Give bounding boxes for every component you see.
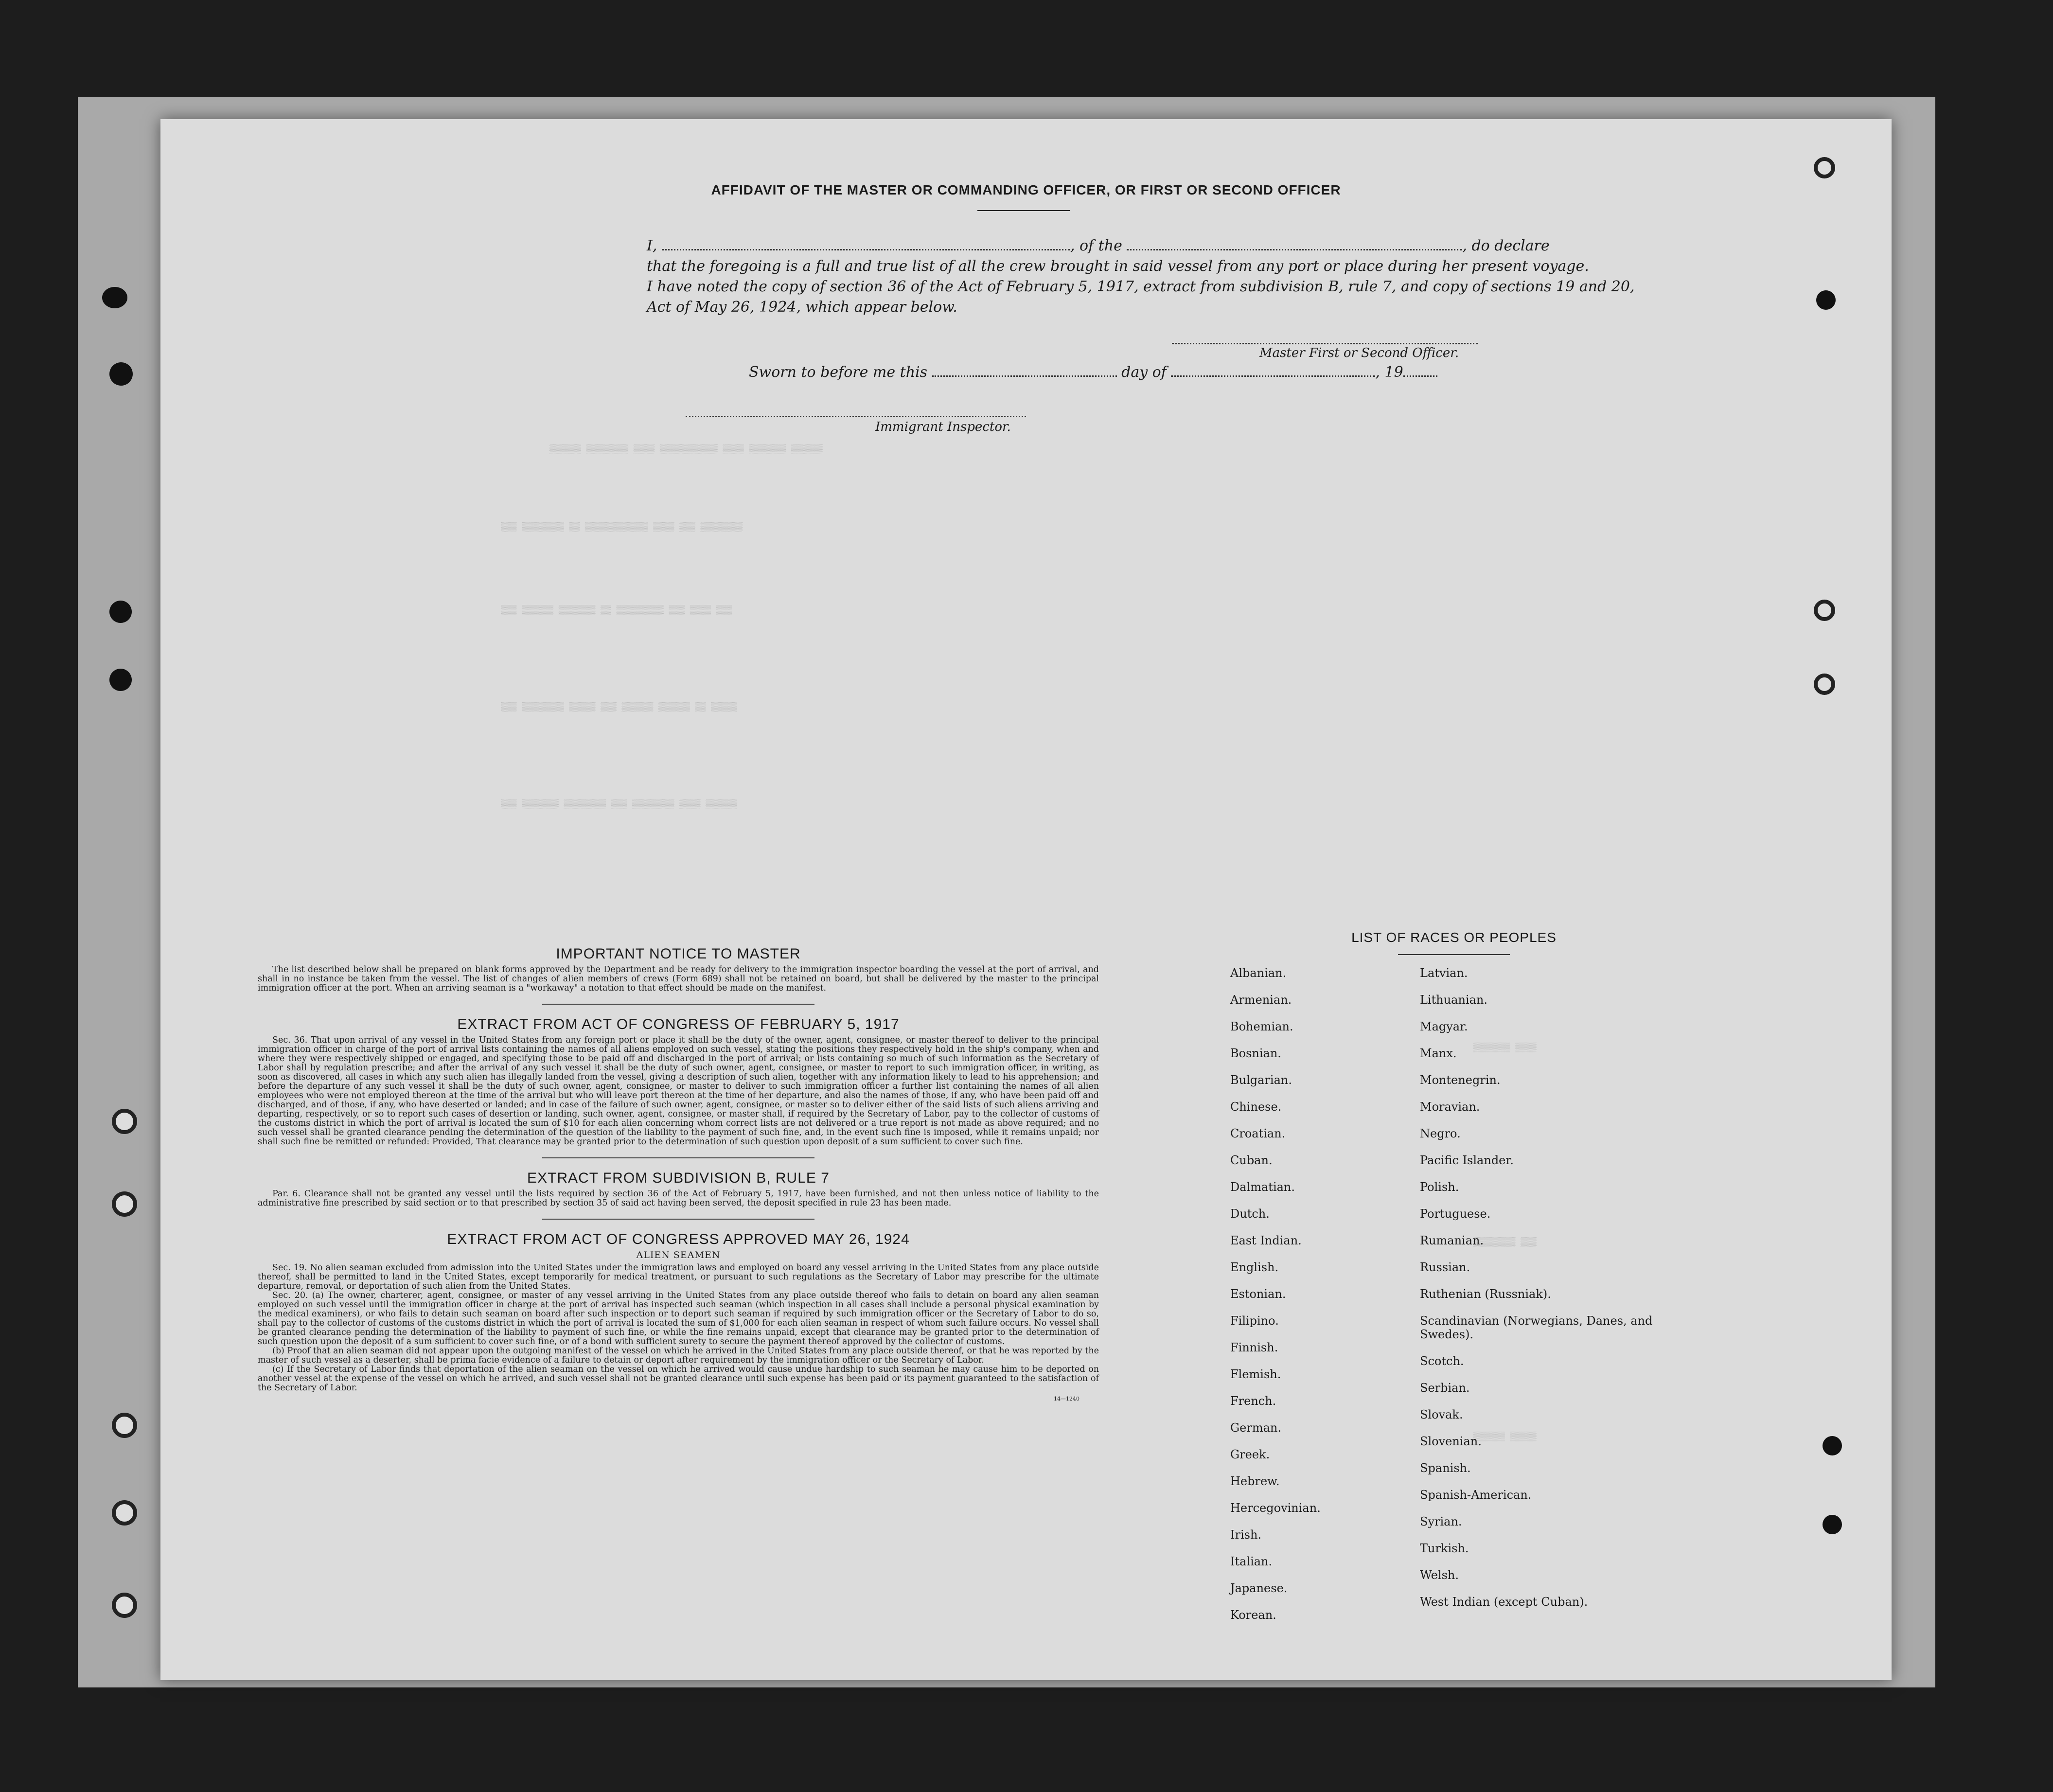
sworn-label: Sworn to before me this <box>749 364 928 381</box>
race-item: Serbian. <box>1420 1381 1470 1395</box>
race-item: Moravian. <box>1420 1100 1480 1114</box>
race-item: Syrian. <box>1420 1515 1462 1528</box>
sworn-month-field[interactable] <box>1171 365 1375 377</box>
binder-hole-left <box>112 1500 137 1526</box>
race-item: Manx. <box>1420 1047 1457 1060</box>
race-item: Filipino. <box>1230 1314 1279 1328</box>
bleed-through: ▒▒▒ ▒▒▒▒▒▒▒▒ ▒▒▒▒▒ ▒▒▒ ▒▒▒▒▒▒ ▒▒▒▒▒▒ ▒▒ ▒▒▒▒▒ <box>501 703 738 712</box>
section-20a-text: Sec. 20. (a) The owner, charterer, agent, consignee, or master of any vessel arriving in the United States from any place outside thereof who fails to detain on board any alien seaman employed on such vessel until the immigration officer in charge at the port of arrival has inspected such seaman (which inspection in all cases shall include a personal physical examination by the medical examiners), or who fails to detain such seaman on board after such inspection or to deport such seaman if required by such immigration officer or the Secretary of Labor to do so, shall pay to the collector of customs of the customs district in which the port of arrival is located the sum of $1,000 for each alien seaman in respect of whom such failure occurs. No vessel shall be granted clearance pending the determination of the liability to payment of such fine, or while the fine remains unpaid, except that clearance may be granted prior to the determination of such question upon the deposit of a sum sufficient to cover such fine, or of a bond with sufficient surety to secure the payment thereof approved by the collector of customs. <box>258 1291 1099 1347</box>
races-column-1 <box>1230 966 1321 1635</box>
extract-1917-text: Sec. 36. That upon arrival of any vessel in the United States from any foreign port or place it shall be the duty of the owner, agent, consignee, or master thereof to deliver to the principal immigration officer in charge of the port of arrival lists containing the names of all aliens employed on such vessel, stating the positions they respectively hold in the ship's company, when and where they were respectively shipped or engaged, and specifying those to be paid off and discharged in the port of arrival; or lists containing so much of such information as the Secretary of Labor shall by regulation prescribe; and after the arrival of any such vessel it shall be the duty of such owner, agent, consignee, or master to report to such immigration officer, in writing, as soon as discovered, all cases in which any such alien has illegally landed from the vessel, giving a description of such alien, together with any information likely to lead to his apprehension; and before the departure of any such vessel it shall be the duty of such owner, agent, consignee, or master to deliver to such immigration officer a further list containing the names of all alien employees who were not employed thereon at the time of the arrival but who will leave port thereon at the time of her departure, and also the names of those, if any, who have been paid off and discharged, and of those, if any, who have deserted or landed; and in case of the failure of such owner, agent, consignee, or master so to deliver either of the said lists of such aliens arriving and departing, respectively, or so to report such cases of desertion or landing, such owner, agent, consignee, or master shall, if required by the Secretary of Labor, pay to the collector of customs of the customs district in which the port of arrival is located the sum of $10 for each alien concerning whom correct lists are not delivered or a true report is not made as above required; and no such vessel shall be granted clearance pending the determination of the question of the liability to the payment of such fine, and, in the event such fine is imposed, while it remains unpaid; nor shall such fine be remitted or refunded: Provided, That clearance may be granted prior to the determination of such question upon deposit of a sum sufficient to cover such fine. <box>258 1035 1099 1147</box>
race-item: Cuban. <box>1230 1153 1273 1167</box>
race-item: Spanish. <box>1420 1461 1471 1475</box>
notice-text: The list described below shall be prepared on blank forms approved by the Department and be ready for delivery to the immigration inspector boarding the vessel at the port of arrival, and shall in no instance be taken from the vessel. The list of changes of alien members of crews (Form 689) shall not be retained on board, but shall be delivered by the master to the principal immigration officer at the port. When an arriving seaman is a "workaway" a notation to that effect should be made on the manifest. <box>258 965 1099 993</box>
binder-hole-right <box>1814 674 1835 695</box>
race-item: Latvian. <box>1420 966 1468 980</box>
affidavit-line-2: that the foregoing is a full and true list of all the crew brought in said vessel from any port or place during her present voyage. <box>647 258 1589 275</box>
race-item: Welsh. <box>1420 1568 1459 1582</box>
races-list <box>1221 930 1687 1622</box>
extract-1917-title: EXTRACT FROM ACT OF CONGRESS OF FEBRUARY 5, 1917 <box>457 1016 900 1032</box>
race-item: Bulgarian. <box>1230 1073 1292 1087</box>
notice-title: IMPORTANT NOTICE TO MASTER <box>556 946 801 962</box>
race-item: Magyar. <box>1420 1020 1468 1033</box>
section-19-text: Sec. 19. No alien seaman excluded from admission into the United States under the immigration laws and employed on board any vessel arriving in the United States from any place outside thereof, shall be permitted to land in the United States, except temporarily for medical treatment, or pursuant to such regulations as the Secretary of Labor may prescribe for the ultimate departure, removal, or deportation of such alien from the United States. <box>258 1263 1099 1291</box>
race-item: Dalmatian. <box>1230 1180 1295 1194</box>
binder-hole-right <box>1823 1515 1842 1534</box>
races-column-2 <box>1420 966 1687 1622</box>
bleed-through: ▒▒▒▒▒▒ ▒▒▒▒▒▒▒▒ ▒▒▒▒ ▒▒▒▒▒▒▒▒▒▒▒ ▒▒▒▒ ▒▒▒▒▒▒▒ ▒▒▒▒▒▒ <box>549 445 823 455</box>
race-item: Pacific Islander. <box>1420 1153 1514 1167</box>
race-item: Hebrew. <box>1230 1474 1280 1488</box>
binder-hole-left <box>109 601 132 623</box>
binder-hole-left <box>112 1109 137 1134</box>
race-item: Rumanian. <box>1420 1234 1484 1247</box>
rule-7-text: Par. 6. Clearance shall not be granted any vessel until the lists required by section 36 of the Act of February 5, 1917, have been furnished, and not then unless notice of liability to the administrative fine prescribed by said section or to that prescribed by section 35 of said act having been served, the deposit specified in rule 23 has been made. <box>258 1189 1099 1208</box>
race-item: East Indian. <box>1230 1234 1302 1247</box>
sworn-day-field[interactable] <box>932 365 1117 377</box>
binder-hole-right <box>1814 157 1835 178</box>
race-item: Turkish. <box>1420 1542 1469 1555</box>
race-item: Albanian. <box>1230 966 1287 980</box>
binder-hole-left <box>102 287 127 308</box>
race-item: Bohemian. <box>1230 1020 1293 1033</box>
divider <box>542 1004 814 1005</box>
affidavit-text <box>647 236 1668 318</box>
race-item: Negro. <box>1420 1127 1461 1140</box>
race-item: Finnish. <box>1230 1341 1278 1354</box>
master-signature-line[interactable] <box>1172 343 1478 344</box>
race-item: West Indian (except Cuban). <box>1420 1595 1588 1609</box>
year-label: , 19 <box>1375 364 1403 381</box>
affidavit-i: I, <box>647 237 657 254</box>
binder-hole-left <box>112 1413 137 1438</box>
binder-hole-left <box>109 669 132 691</box>
race-item: Scotch. <box>1420 1354 1464 1368</box>
bleed-through: ▒▒▒▒▒▒ ▒▒▒▒▒ <box>1473 1432 1537 1442</box>
alien-seamen-subhead: ALIEN SEAMEN <box>636 1250 721 1260</box>
title-rule <box>977 210 1070 211</box>
binder-hole-left <box>112 1191 137 1217</box>
inspector-signature-label: Immigrant Inspector. <box>875 420 1011 434</box>
race-item: Irish. <box>1230 1528 1262 1542</box>
affidavit-do-declare: , do declare <box>1462 237 1550 254</box>
divider <box>542 1157 814 1158</box>
race-item: Scandinavian (Norwegians, Danes, and Swedes). <box>1420 1314 1653 1341</box>
day-of-label: day of <box>1121 364 1167 381</box>
race-item: Russian. <box>1420 1260 1470 1274</box>
race-item: Hercegovinian. <box>1230 1501 1321 1515</box>
affidavit-line-4: Act of May 26, 1924, which appear below. <box>647 299 957 316</box>
race-item: Estonian. <box>1230 1287 1286 1301</box>
affidavit-title: AFFIDAVIT OF THE MASTER OR COMMANDING OFFICER, OR FIRST OR SECOND OFFICER <box>711 182 1341 197</box>
race-item: Japanese. <box>1230 1581 1288 1595</box>
master-signature-label: Master First or Second Officer. <box>1259 346 1459 360</box>
binder-hole-left <box>112 1593 137 1618</box>
race-item: Montenegrin. <box>1420 1073 1501 1087</box>
race-item: English. <box>1230 1260 1279 1274</box>
divider <box>542 1219 814 1220</box>
race-item: Korean. <box>1230 1608 1276 1622</box>
bleed-through: ▒▒▒ ▒▒▒▒▒▒ ▒▒▒▒▒▒▒ ▒▒ ▒▒▒▒▒▒▒▒▒ ▒▒▒ ▒▒▒▒ ▒▒▒ <box>501 605 732 615</box>
race-item: Portuguese. <box>1420 1207 1491 1221</box>
section-20c-text: (c) If the Secretary of Labor finds that deportation of the alien seaman on the vessel on which he arrived would cause undue hardship to such seaman he may cause him to be deported on another vessel at the expense of the vessel on which he arrived, and such vessel shall not be granted clearance until such expense has been paid or its payment guaranteed to the satisfaction of the Secretary of Labor. <box>258 1365 1099 1393</box>
race-item: Ruthenian (Russniak). <box>1420 1287 1551 1301</box>
extract-1924-title: EXTRACT FROM ACT OF CONGRESS APPROVED MAY 26, 1924 <box>447 1231 910 1247</box>
sworn-line <box>749 364 1575 381</box>
form-number: 14—1240 <box>1054 1396 1080 1402</box>
affidavit-of-the: , of the <box>1070 237 1122 254</box>
race-item: French. <box>1230 1394 1276 1408</box>
sworn-year-field[interactable] <box>1403 365 1437 377</box>
race-item: Polish. <box>1420 1180 1459 1194</box>
race-item: Greek. <box>1230 1448 1270 1461</box>
vessel-field[interactable] <box>1127 238 1462 250</box>
binder-hole-right <box>1816 290 1836 310</box>
document-page <box>160 119 1892 1680</box>
bleed-through: ▒▒▒ ▒▒▒▒▒▒▒ ▒▒▒▒▒▒▒▒ ▒▒▒ ▒▒▒▒▒▒▒▒ ▒▒▒▒ ▒▒▒▒▒▒ <box>501 800 738 810</box>
binder-hole-right <box>1823 1436 1842 1455</box>
section-20b-text: (b) Proof that an alien seaman did not appear upon the outgoing manifest of the vessel on which he arrived in the United States from any place outside thereof, or that he was reported by the master of such vessel as a deserter, shall be prima facie evidence of a failure to detain or deport after requirement by the immigration officer or the Secretary of Labor. <box>258 1346 1099 1365</box>
binder-hole-right <box>1814 600 1835 621</box>
name-field[interactable] <box>662 238 1070 250</box>
race-item: Spanish-American. <box>1420 1488 1532 1502</box>
binder-hole-left <box>109 362 133 386</box>
race-item: Chinese. <box>1230 1100 1282 1114</box>
bleed-through: ▒▒▒ ▒▒▒▒▒▒▒▒ ▒▒ ▒▒▒▒▒▒▒▒▒▒▒▒ ▒▒▒▒ ▒▒▒ ▒▒▒▒▒▒▒▒ <box>501 523 743 532</box>
races-title-rule <box>1398 954 1510 955</box>
affidavit-line-1 <box>647 236 1668 256</box>
races-title: LIST OF RACES OR PEOPLES <box>1351 930 1557 945</box>
inspector-signature-line[interactable] <box>686 416 1026 417</box>
race-item: Italian. <box>1230 1555 1273 1568</box>
bleed-through: ▒▒▒▒▒▒▒▒ ▒▒▒ <box>1473 1238 1537 1247</box>
race-item: Lithuanian. <box>1420 993 1488 1007</box>
race-item: Slovak. <box>1420 1408 1463 1421</box>
race-item: Slovenian. <box>1420 1435 1482 1448</box>
race-item: Flemish. <box>1230 1367 1281 1381</box>
rule-7-title: EXTRACT FROM SUBDIVISION B, RULE 7 <box>527 1170 830 1186</box>
race-item: German. <box>1230 1421 1281 1435</box>
race-item: Dutch. <box>1230 1207 1270 1221</box>
bleed-through: ▒▒▒▒▒▒▒ ▒▒▒▒ <box>1473 1043 1537 1053</box>
race-item: Armenian. <box>1230 993 1292 1007</box>
notices-column <box>258 946 1099 1402</box>
race-item: Croatian. <box>1230 1127 1286 1140</box>
affidavit-line-3: I have noted the copy of section 36 of the Act of February 5, 1917, extract from subdivision B, rule 7, and copy of sections 19 and 20, <box>647 278 1635 295</box>
race-item: Bosnian. <box>1230 1047 1281 1060</box>
